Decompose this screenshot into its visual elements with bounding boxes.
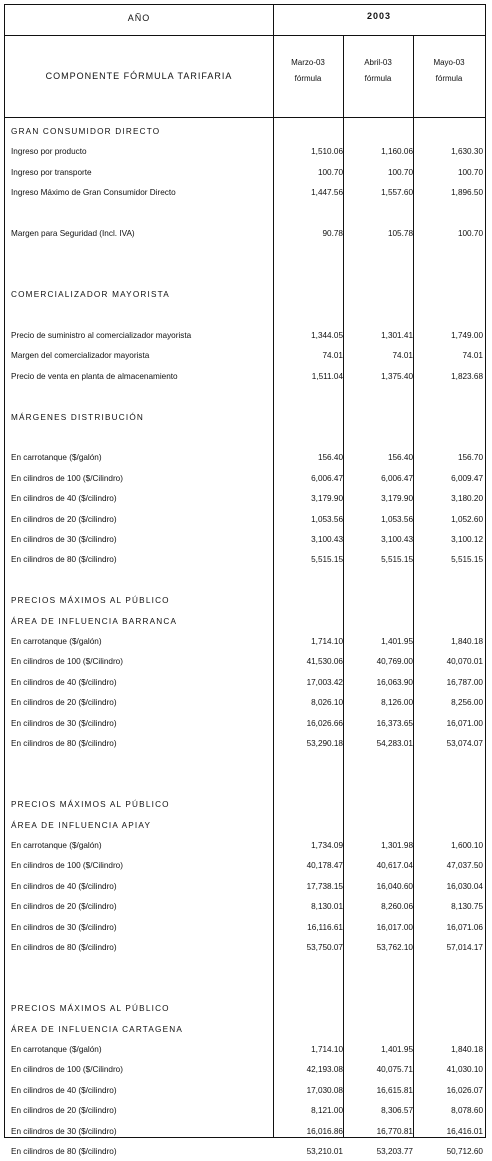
- row-label: En cilindros de 100 ($/Cilindro): [11, 473, 123, 483]
- cell-value: 8,130.01: [311, 902, 343, 912]
- section-header-row: [5, 286, 485, 304]
- section-title: GRAN CONSUMIDOR DIRECTO: [11, 127, 161, 136]
- spacer-row: [5, 959, 485, 977]
- section-header-row: [5, 592, 485, 610]
- cell-value: 1,749.00: [451, 331, 483, 340]
- cell-value: 40,178.47: [306, 861, 343, 871]
- row-label: En cilindros de 40 ($/cilindro): [11, 881, 117, 891]
- table-row: [5, 531, 485, 549]
- column-header-april: [343, 55, 413, 87]
- row-label: Ingreso Máximo de Gran Consumidor Directo: [11, 188, 176, 198]
- row-label: En cilindros de 100 ($/Cilindro): [11, 657, 123, 667]
- cell-value: 8,126.00: [381, 698, 413, 708]
- cell-value: 1,714.10: [311, 637, 343, 646]
- row-label: En cilindros de 80 ($/cilindro): [11, 943, 117, 952]
- row-label: En cilindros de 30 ($/cilindro): [11, 1126, 117, 1136]
- cell-value: 1,896.50: [451, 188, 483, 198]
- cell-value: 1,401.95: [381, 1045, 413, 1054]
- cell-value: 16,071.00: [446, 718, 483, 728]
- table-row: [5, 347, 485, 365]
- cell-value: 53,074.07: [446, 739, 483, 748]
- cell-value: 1,053.56: [311, 514, 343, 524]
- section-title: PRECIOS MÁXIMOS AL PÚBLICO: [11, 800, 170, 810]
- row-label: En cilindros de 100 ($/Cilindro): [11, 1065, 123, 1075]
- cell-value: 57,014.17: [446, 943, 483, 952]
- column-header-type: fórmula: [294, 74, 322, 83]
- row-label: Margen del comercializador mayorista: [11, 351, 150, 361]
- table-row: [5, 715, 485, 733]
- cell-value: 90.78: [322, 229, 343, 238]
- row-label: En cilindros de 20 ($/cilindro): [11, 1106, 117, 1116]
- row-label: Ingreso por transporte: [11, 167, 92, 177]
- cell-value: 17,030.08: [306, 1085, 343, 1095]
- spacer-row: [5, 388, 485, 406]
- column-header-month: Abril-03: [364, 58, 392, 67]
- section-header-row: [5, 1000, 485, 1018]
- cell-value: 5,515.15: [451, 555, 483, 565]
- table-row: [5, 143, 485, 161]
- cell-value: 16,615.81: [376, 1085, 413, 1095]
- table-row: [5, 490, 485, 508]
- row-label: En cilindros de 30 ($/cilindro): [11, 535, 117, 544]
- cell-value: 105.78: [387, 229, 413, 238]
- cell-value: 16,770.81: [376, 1126, 413, 1136]
- cell-value: 6,006.47: [381, 473, 413, 483]
- row-label: Margen para Seguridad (Incl. IVA): [11, 229, 135, 238]
- table-row: [5, 1041, 485, 1059]
- cell-value: 1,714.10: [311, 1045, 343, 1054]
- cell-value: 1,052.60: [451, 514, 483, 524]
- cell-value: 41,530.06: [306, 657, 343, 667]
- cell-value: 74.01: [322, 351, 343, 361]
- cell-value: 5,515.15: [311, 555, 343, 565]
- table-row: [5, 551, 485, 569]
- cell-value: 16,026.07: [446, 1085, 483, 1095]
- cell-value: 100.70: [457, 167, 483, 177]
- cell-value: 16,026.66: [306, 718, 343, 728]
- cell-value: 3,100.43: [381, 535, 413, 544]
- row-label: En carrotanque ($/galón): [11, 841, 102, 850]
- spacer-row: [5, 245, 485, 263]
- cell-value: 156.70: [457, 453, 483, 463]
- row-label: En cilindros de 80 ($/cilindro): [11, 1147, 117, 1156]
- cell-value: 41,030.10: [446, 1065, 483, 1075]
- table-row: [5, 735, 485, 753]
- spacer-row: [5, 572, 485, 590]
- cell-value: 156.40: [317, 453, 343, 463]
- cell-value: 8,256.00: [451, 698, 483, 708]
- cell-value: 16,063.90: [376, 677, 413, 687]
- table-row: [5, 225, 485, 243]
- cell-value: 16,416.01: [446, 1126, 483, 1136]
- cell-value: 100.70: [387, 167, 413, 177]
- cell-value: 53,203.77: [376, 1147, 413, 1156]
- cell-value: 3,180.20: [451, 494, 483, 504]
- row-divider: [5, 35, 485, 36]
- table-row: [5, 368, 485, 386]
- cell-value: 3,179.90: [381, 494, 413, 504]
- cell-value: 40,075.71: [376, 1065, 413, 1075]
- component-header: COMPONENTE FÓRMULA TARIFARIA: [45, 71, 233, 81]
- table-row: [5, 1061, 485, 1079]
- cell-value: 53,762.10: [376, 943, 413, 952]
- row-label: Precio de venta en planta de almacenamiento: [11, 371, 178, 381]
- year-label: AÑO: [127, 13, 151, 23]
- table-row: [5, 1102, 485, 1120]
- row-label: Precio de suministro al comercializador mayorista: [11, 331, 192, 340]
- tariff-table: [4, 4, 486, 1156]
- spacer-row: [5, 429, 485, 447]
- cell-value: 156.40: [387, 453, 413, 463]
- cell-value: 16,017.00: [376, 922, 413, 932]
- section-title: ÁREA DE INFLUENCIA CARTAGENA: [11, 1024, 184, 1034]
- spacer-row: [5, 755, 485, 773]
- table-row: [5, 674, 485, 692]
- cell-value: 42,193.08: [306, 1065, 343, 1075]
- cell-value: 5,515.15: [381, 555, 413, 565]
- table-row: [5, 939, 485, 957]
- section-header-row: [5, 613, 485, 631]
- cell-value: 1,630.30: [451, 147, 483, 157]
- section-title: ÁREA DE INFLUENCIA APIAY: [11, 820, 152, 830]
- cell-value: 53,210.01: [306, 1147, 343, 1156]
- cell-value: 1,344.05: [311, 331, 343, 340]
- cell-value: 1,823.68: [451, 371, 483, 381]
- table-row: [5, 633, 485, 651]
- cell-value: 6,006.47: [311, 473, 343, 483]
- table-row: [5, 184, 485, 202]
- cell-value: 1,511.04: [311, 371, 343, 381]
- year-value: 2003: [366, 11, 392, 21]
- cell-value: 3,100.12: [451, 535, 483, 544]
- cell-value: 8,260.06: [381, 902, 413, 912]
- cell-value: 1,557.60: [381, 188, 413, 198]
- cell-value: 1,301.98: [381, 841, 413, 850]
- table-row: [5, 653, 485, 671]
- cell-value: 16,071.06: [446, 922, 483, 932]
- table-body: [5, 123, 485, 1156]
- row-label: Ingreso por producto: [11, 147, 87, 157]
- table-row: [5, 1123, 485, 1141]
- row-label: En cilindros de 40 ($/cilindro): [11, 494, 117, 504]
- cell-value: 1,510.06: [311, 147, 343, 157]
- cell-value: 53,750.07: [306, 943, 343, 952]
- cell-value: 1,401.95: [381, 637, 413, 646]
- spacer-row: [5, 266, 485, 284]
- row-label: En cilindros de 80 ($/cilindro): [11, 555, 117, 565]
- row-label: En cilindros de 100 ($/Cilindro): [11, 861, 123, 871]
- row-divider: [5, 117, 485, 118]
- cell-value: 47,037.50: [446, 861, 483, 871]
- cell-value: 8,130.75: [451, 902, 483, 912]
- cell-value: 74.01: [462, 351, 483, 361]
- cell-value: 1,734.09: [311, 841, 343, 850]
- row-label: En cilindros de 80 ($/cilindro): [11, 739, 117, 748]
- table-row: [5, 164, 485, 182]
- cell-value: 1,375.40: [381, 371, 413, 381]
- table-row: [5, 919, 485, 937]
- cell-value: 8,026.10: [311, 698, 343, 708]
- section-title: COMERCIALIZADOR MAYORISTA: [11, 290, 170, 300]
- table-row: [5, 1143, 485, 1161]
- row-label: En cilindros de 20 ($/cilindro): [11, 698, 117, 708]
- row-label: En cilindros de 30 ($/cilindro): [11, 718, 117, 728]
- cell-value: 1,301.41: [381, 331, 413, 340]
- section-title: PRECIOS MÁXIMOS AL PÚBLICO: [11, 1004, 170, 1014]
- section-title: ÁREA DE INFLUENCIA BARRANCA: [11, 616, 178, 626]
- cell-value: 16,040.60: [376, 881, 413, 891]
- cell-value: 8,306.57: [381, 1106, 413, 1116]
- column-header-month: Marzo-03: [291, 58, 325, 67]
- column-header-month: Mayo-03: [433, 58, 465, 67]
- cell-value: 54,283.01: [376, 739, 413, 748]
- cell-value: 16,016.86: [306, 1126, 343, 1136]
- row-label: En cilindros de 40 ($/cilindro): [11, 677, 117, 687]
- table-row: [5, 1082, 485, 1100]
- section-header-row: [5, 817, 485, 835]
- cell-value: 1,160.06: [381, 147, 413, 157]
- row-label: En carrotanque ($/galón): [11, 1045, 102, 1054]
- spacer-row: [5, 307, 485, 325]
- row-label: En cilindros de 20 ($/cilindro): [11, 902, 117, 912]
- cell-value: 100.70: [317, 167, 343, 177]
- table-row: [5, 694, 485, 712]
- spacer-row: [5, 776, 485, 794]
- cell-value: 50,712.60: [446, 1147, 483, 1156]
- section-title: PRECIOS MÁXIMOS AL PÚBLICO: [11, 596, 170, 606]
- cell-value: 8,121.00: [311, 1106, 343, 1116]
- row-label: En carrotanque ($/galón): [11, 637, 102, 646]
- cell-value: 53,290.18: [306, 739, 343, 748]
- section-header-row: [5, 123, 485, 141]
- cell-value: 100.70: [457, 229, 483, 238]
- column-header-march: [273, 55, 343, 87]
- section-header-row: [5, 1021, 485, 1039]
- cell-value: 1,447.56: [311, 188, 343, 198]
- column-header-type: fórmula: [435, 74, 463, 83]
- cell-value: 3,179.90: [311, 494, 343, 504]
- column-header-type: fórmula: [364, 74, 392, 83]
- table-row: [5, 327, 485, 345]
- cell-value: 1,053.56: [381, 514, 413, 524]
- section-header-row: [5, 409, 485, 427]
- row-label: En cilindros de 20 ($/cilindro): [11, 514, 117, 524]
- spacer-row: [5, 205, 485, 223]
- table-row: [5, 449, 485, 467]
- cell-value: 40,769.00: [376, 657, 413, 667]
- cell-value: 16,787.00: [446, 677, 483, 687]
- table-row: [5, 837, 485, 855]
- section-title: MÁRGENES DISTRIBUCIÓN: [11, 412, 145, 422]
- cell-value: 1,840.18: [451, 637, 483, 646]
- cell-value: 74.01: [392, 351, 413, 361]
- table-row: [5, 898, 485, 916]
- cell-value: 6,009.47: [451, 473, 483, 483]
- cell-value: 3,100.43: [311, 535, 343, 544]
- table-row: [5, 878, 485, 896]
- table-row: [5, 470, 485, 488]
- spacer-row: [5, 980, 485, 998]
- cell-value: 1,600.10: [451, 841, 483, 850]
- cell-value: 8,078.60: [451, 1106, 483, 1116]
- table-row: [5, 511, 485, 529]
- cell-value: 17,003.42: [306, 677, 343, 687]
- cell-value: 16,373.65: [376, 718, 413, 728]
- column-header-may: [413, 55, 485, 87]
- row-label: En cilindros de 30 ($/cilindro): [11, 922, 117, 932]
- cell-value: 17,738.15: [306, 881, 343, 891]
- cell-value: 40,070.01: [446, 657, 483, 667]
- row-label: En carrotanque ($/galón): [11, 453, 102, 463]
- cell-value: 16,116.61: [307, 922, 343, 932]
- cell-value: 40,617.04: [376, 861, 413, 871]
- section-header-row: [5, 796, 485, 814]
- table-row: [5, 857, 485, 875]
- cell-value: 1,840.18: [451, 1045, 483, 1054]
- cell-value: 16,030.04: [446, 881, 483, 891]
- row-label: En cilindros de 40 ($/cilindro): [11, 1085, 117, 1095]
